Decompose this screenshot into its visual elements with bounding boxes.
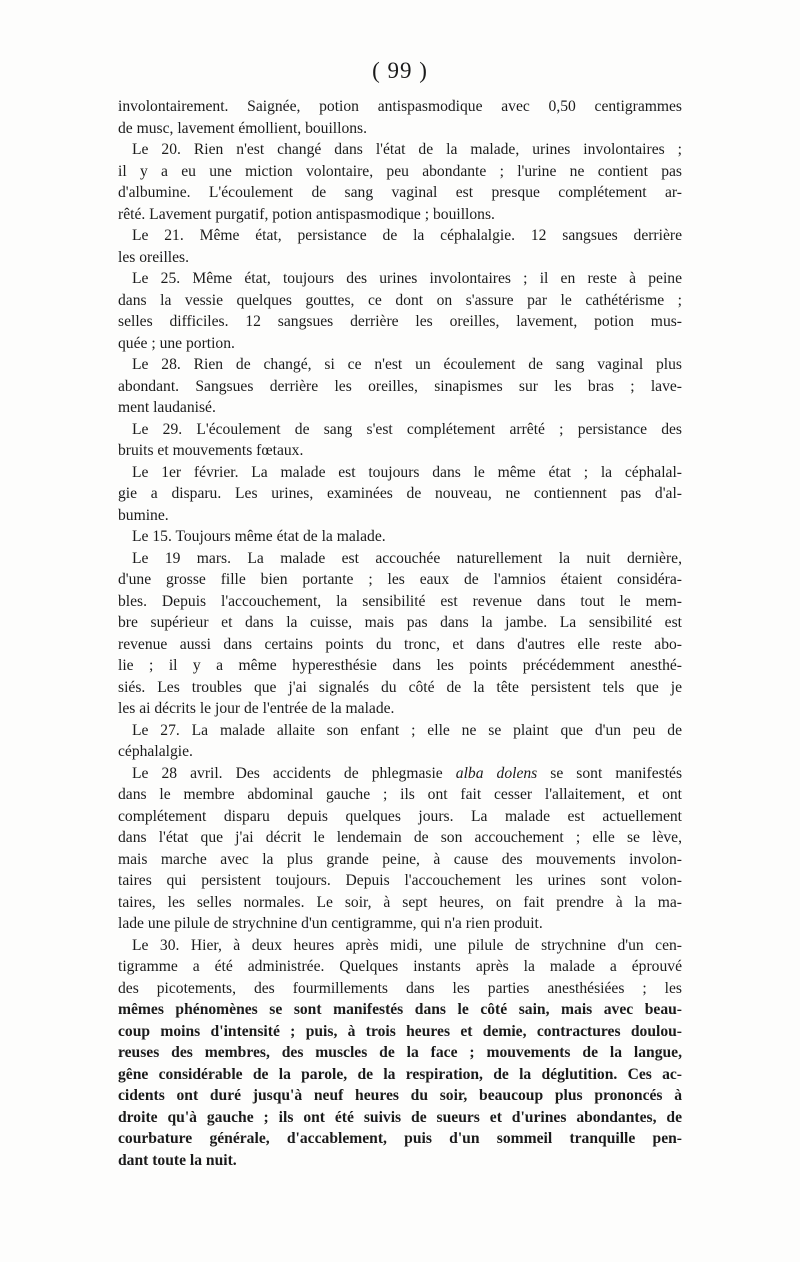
text-line: revenue aussi dans certains points du tronc, et dans d'autres elle reste abo- [118, 635, 682, 653]
text-line: dans la vessie quelques gouttes, ce dont on s'assure par le cathétérisme ; [118, 291, 682, 309]
text-line: Le 15. Toujours même état de la malade. [132, 528, 386, 545]
text-line: bruits et mouvements fœtaux. [118, 442, 304, 459]
text-line: Le 20. Rien n'est changé dans l'état de la malade, urines involontaires ; [132, 141, 682, 158]
text-line: siés. Les troubles que j'ai signalés du côté de la tête persistent tels que je [118, 678, 682, 696]
text-line: coup moins d'intensité ; puis, à trois heures et demie, contractures doulou- [118, 1022, 682, 1040]
text-line: Le 1er février. La malade est toujours dans le même état ; la céphalal- [132, 463, 682, 481]
text-line-with-italic [118, 763, 682, 785]
text-line: Le 28. Rien de changé, si ce n'est un écoulement de sang vaginal plus [132, 356, 682, 373]
text-line: gêne considérable de la parole, de la respiration, de la déglutition. Ces ac- [118, 1065, 682, 1083]
text-line: de musc, lavement émollient, bouillons. [118, 119, 368, 137]
text-line: d'albumine. L'écoulement de sang vaginal est presque complétement ar- [118, 184, 682, 201]
text-line: droite qu'à gauche ; ils ont été suivis de sueurs et d'urines abondantes, de [118, 1108, 682, 1126]
text-line: Le 29. L'écoulement de sang s'est complétement arrêté ; persistance des [132, 420, 682, 438]
text-line: selles difficiles. 12 sangsues derrière les oreilles, lavement, potion mus- [118, 313, 682, 330]
text-line: abondant. Sangsues derrière les oreilles, sinapismes sur les bras ; lave- [118, 377, 682, 395]
text-line: lie ; il y a même hyperesthésie dans les points précédemment anesthé- [118, 657, 682, 674]
body-text [118, 96, 682, 1171]
text-line: Le 19 mars. La malade est accouchée naturellement la nuit dernière, [132, 549, 682, 567]
text-line: complétement disparu depuis quelques jours. La malade est actuellement [118, 807, 682, 825]
text-line: involontairement. Saignée, potion antispasmodique avec 0,50 centigrammes [118, 98, 682, 115]
text-line: bles. Depuis l'accouchement, la sensibilité est revenue dans tout le mem- [118, 592, 682, 610]
text-line: les oreilles. [118, 248, 190, 266]
text-line: taires, les selles normales. Le soir, à sept heures, on fait prendre à la ma- [118, 893, 682, 911]
text-line: bumine. [118, 506, 169, 524]
text-line: reuses des membres, des muscles de la face ; mouvements de la langue, [118, 1044, 682, 1061]
text-line: lade une pilule de strychnine d'un centigramme, qui n'a rien produit. [118, 915, 543, 932]
text-line: céphalalgie. [118, 743, 193, 760]
text-line: ment laudanisé. [118, 399, 216, 416]
text-line: taires qui persistent toujours. Depuis l'accouchement les urines sont volon- [118, 872, 682, 889]
text-line: dans le membre abdominal gauche ; ils ont fait cesser l'allaitement, et ont [118, 786, 682, 803]
text-line: Le 21. Même état, persistance de la céphalalgie. 12 sangsues derrière [132, 227, 682, 244]
text-line: les ai décrits le jour de l'entrée de la malade. [118, 700, 395, 717]
text-line: tigramme a été administrée. Quelques instants après la malade a éprouvé [118, 958, 682, 975]
text-line: cidents ont duré jusqu'à neuf heures du soir, beaucoup plus prononcés à [118, 1087, 682, 1104]
text-line: bre supérieur et dans la cuisse, mais pas dans la jambe. La sensibilité est [118, 614, 682, 631]
text-line: mais marche avec la plus grande peine, à cause des mouvements involon- [118, 850, 682, 868]
text-line: mêmes phénomènes se sont manifestés dans le côté sain, mais avec beau- [118, 1001, 682, 1018]
text-fragment: se sont manifestés [550, 764, 683, 782]
text-line: dant toute la nuit. [118, 1151, 237, 1169]
text-line: gie a disparu. Les urines, examinées de nouveau, ne contiennent pas d'al- [118, 485, 682, 502]
text-line: Le 27. La malade allaite son enfant ; elle ne se plaint que d'un peu de [132, 721, 682, 739]
text-line: quée ; une portion. [118, 334, 235, 352]
text-line: Le 30. Hier, à deux heures après midi, une pilule de strychnine d'un cen- [132, 936, 682, 954]
text-fragment: Le 28 avril. Des accidents de phlegmasie [132, 764, 443, 782]
text-line: d'une grosse fille bien portante ; les eaux de l'amnios étaient considéra- [118, 571, 682, 588]
text-line: il y a eu une miction volontaire, peu abondante ; l'urine ne contient pas [118, 162, 682, 180]
text-line: dans l'état que j'ai décrit le lendemain de son accouchement ; elle se lève, [118, 829, 682, 846]
italic-term: alba dolens [455, 764, 538, 782]
text-line: courbature générale, d'accablement, puis d'un sommeil tranquille pen- [118, 1130, 682, 1147]
page-number: ( 99 ) [372, 58, 428, 83]
text-line: des picotements, des fourmillements dans les parties anesthésiées ; les [118, 979, 682, 997]
text-line: rêté. Lavement purgatif, potion antispasmodique ; bouillons. [118, 205, 495, 223]
text-line: Le 25. Même état, toujours des urines involontaires ; il en reste à peine [132, 270, 682, 287]
